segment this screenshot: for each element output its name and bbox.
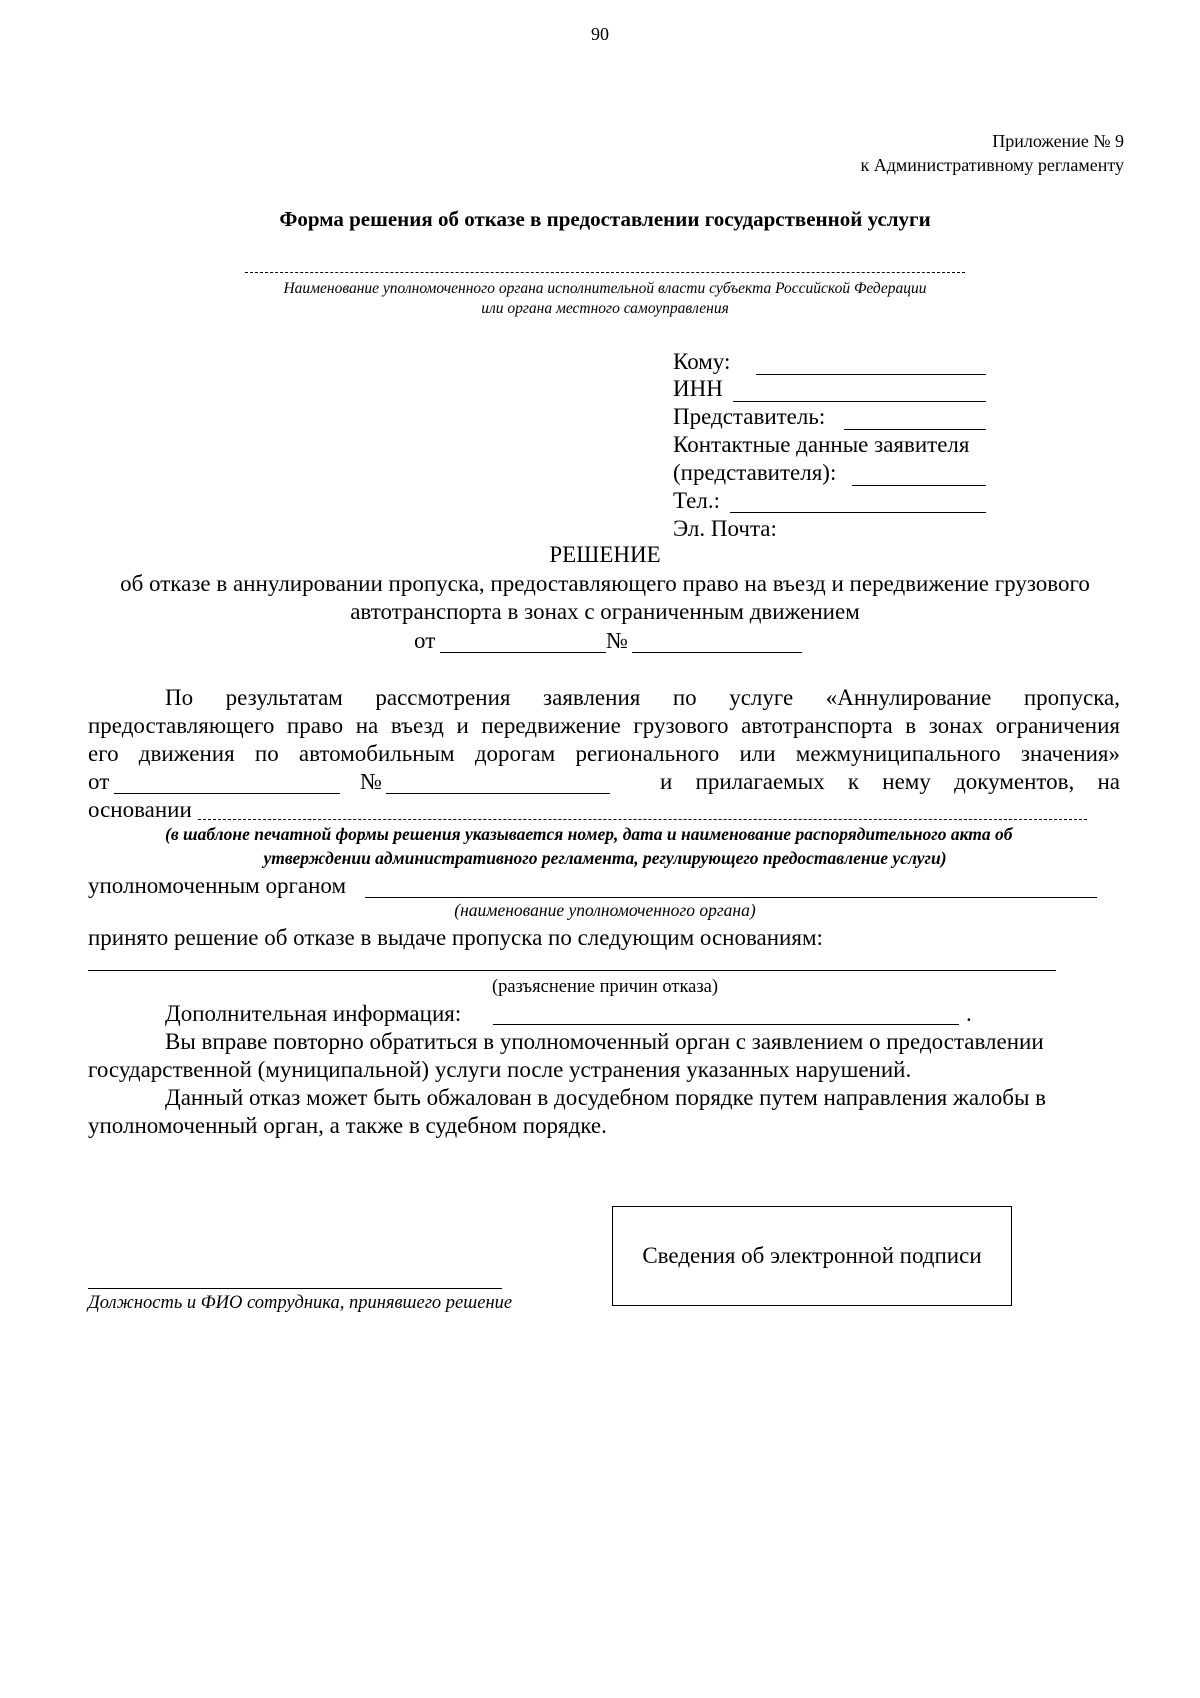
recipient-phone-field xyxy=(730,512,986,513)
body-paragraph-3: Данный отказ может быть обжалован в досудебном порядке путем направления жалобы в xyxy=(165,1085,1047,1110)
application-number-field xyxy=(386,793,610,794)
authority-caption: Наименование уполномоченного органа исполнительной власти субъекта Российской Федерации xyxy=(283,280,927,297)
recipient-representative-label: Представитель: xyxy=(673,404,826,429)
recipient-representative-field xyxy=(844,429,986,430)
authority-caption-2: или органа местного самоуправления xyxy=(481,300,729,317)
application-date-field xyxy=(114,793,340,794)
body-paragraph-1-line-3: его движения по автомобильным дорогам регионального или межмуниципального значения» xyxy=(88,741,1120,766)
application-date-label: от xyxy=(88,769,110,794)
attached-documents-text: и прилагаемых к нему документов, на xyxy=(660,769,1120,794)
form-title: Форма решения об отказе в предоставлении государственной услуги xyxy=(279,207,931,231)
recipient-phone-label: Тел.: xyxy=(673,488,720,513)
decision-date-label: от xyxy=(414,628,436,653)
additional-info-label: Дополнительная информация: xyxy=(165,1001,462,1026)
decision-subtitle-2: автотранспорта в зонах с ограниченным движением xyxy=(350,599,860,624)
e-signature-box xyxy=(612,1206,1012,1306)
basis-field xyxy=(198,819,1087,820)
application-number-label: № xyxy=(360,769,382,794)
page-number: 90 xyxy=(591,24,609,44)
authorized-body-label: уполномоченным органом xyxy=(88,873,347,898)
body-paragraph-2-line-2: государственной (муниципальной) услуги после устранения указанных нарушений. xyxy=(88,1057,912,1082)
appendix-regulation: к Административному регламенту xyxy=(860,155,1124,175)
decision-number-field xyxy=(632,652,802,653)
signature-line xyxy=(88,1288,502,1289)
authority-name-line xyxy=(245,272,965,273)
basis-note: (в шаблоне печатной формы решения указывается номер, дата и наименование распорядительного акта об xyxy=(165,824,1013,844)
body-paragraph-3-line-2: уполномоченный орган, а также в судебном порядке. xyxy=(88,1113,607,1138)
signature-caption: Должность и ФИО сотрудника, принявшего решение xyxy=(88,1293,513,1313)
decision-made-text: принято решение об отказе в выдаче пропуска по следующим основаниям: xyxy=(88,925,823,950)
body-paragraph-1: По результатам рассмотрения заявления по услуге «Аннулирование пропуска, xyxy=(165,685,1120,710)
recipient-to-label: Кому: xyxy=(673,349,731,374)
authorized-body-field xyxy=(365,897,1097,898)
basis-note-2: утверждении административного регламента, регулирующего предоставление услуги) xyxy=(263,848,947,868)
decision-number-label: № xyxy=(606,628,628,653)
e-signature-label: Сведения об электронной подписи xyxy=(642,1243,982,1268)
recipient-contacts-label-2: (представителя): xyxy=(673,460,837,485)
decision-date-field xyxy=(440,652,606,653)
recipient-contacts-label: Контактные данные заявителя xyxy=(673,432,970,457)
refusal-reasons-note: (разъяснение причин отказа) xyxy=(491,977,719,997)
recipient-inn-field xyxy=(733,401,986,402)
additional-info-end: . xyxy=(966,1001,972,1026)
additional-info-field xyxy=(493,1024,959,1025)
decision-heading: РЕШЕНИЕ xyxy=(549,542,661,567)
refusal-reasons-field xyxy=(88,970,1056,971)
recipient-email-label: Эл. Почта: xyxy=(673,516,777,541)
basis-label: основании xyxy=(88,797,192,822)
authorized-body-note: (наименование уполномоченного органа) xyxy=(454,900,756,920)
recipient-inn-label: ИНН xyxy=(673,376,723,401)
recipient-to-field xyxy=(756,374,986,375)
appendix-label: Приложение № 9 xyxy=(992,131,1124,151)
decision-subtitle: об отказе в аннулировании пропуска, предоставляющего право на въезд и передвижение грузового xyxy=(120,571,1090,596)
body-paragraph-2: Вы вправе повторно обратиться в уполномоченный орган с заявлением о предоставлении xyxy=(165,1029,1044,1054)
body-paragraph-1-line-2: предоставляющего право на въезд и передвижение грузового автотранспорта в зонах ограничения xyxy=(88,713,1120,738)
recipient-contacts-field xyxy=(852,485,986,486)
